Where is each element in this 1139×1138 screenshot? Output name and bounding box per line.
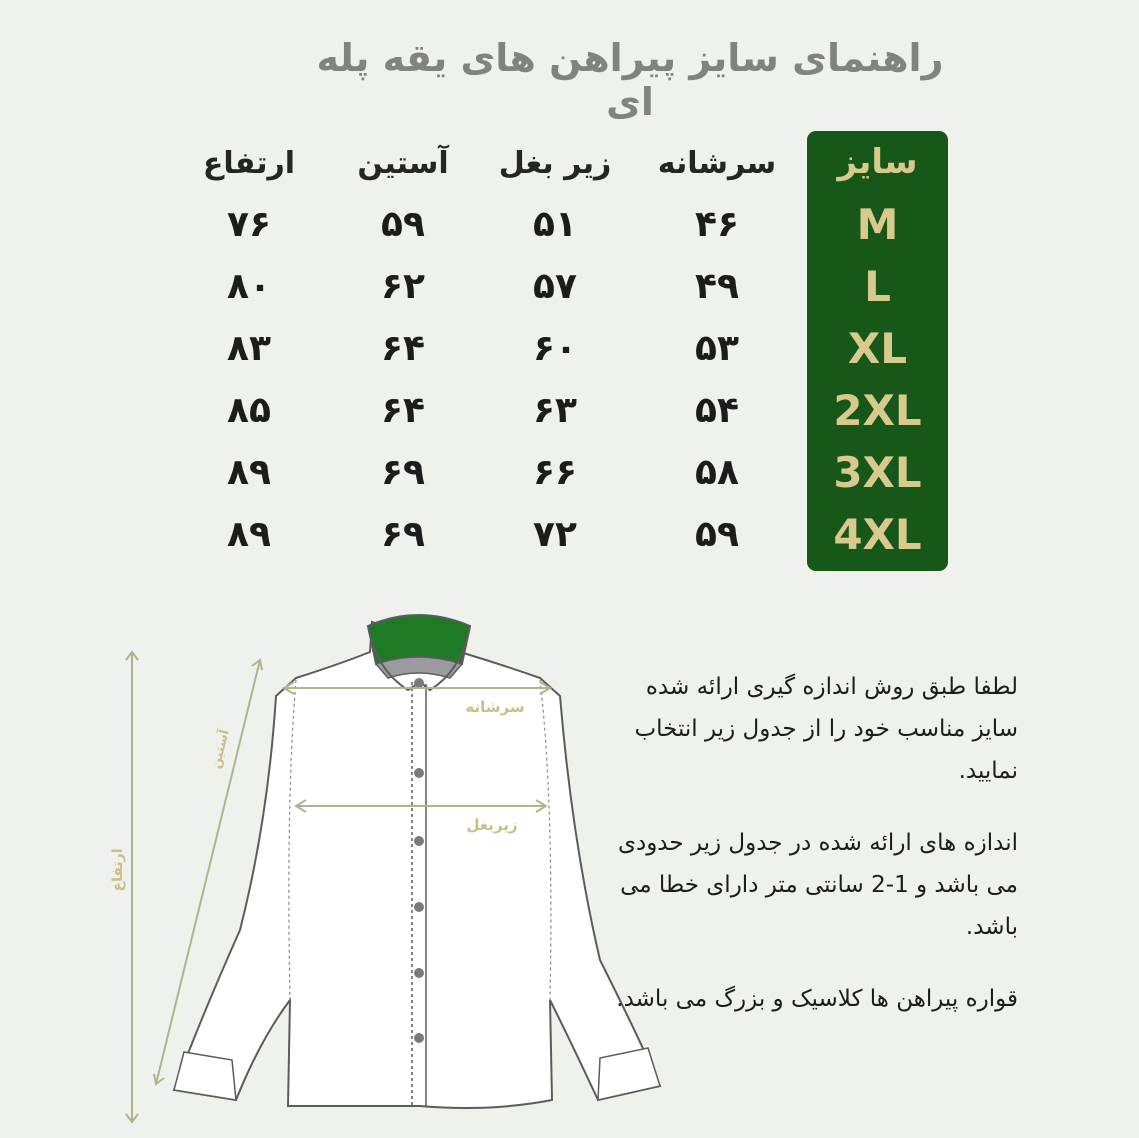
length-cell: ۸۹ — [227, 514, 271, 555]
chest-cell: ۶۳ — [533, 390, 577, 431]
shoulder-cell: ۵۹ — [695, 514, 739, 555]
sleeve-cell: ۶۴ — [381, 328, 425, 369]
button-icon — [414, 902, 424, 912]
sleeve-cell: ۶۹ — [381, 452, 425, 493]
page-title: راهنمای سایز پیراهن های یقه پله ای — [316, 36, 944, 124]
shoulder-cell: ۵۸ — [695, 452, 739, 493]
length-cell: ۸۳ — [227, 328, 271, 369]
button-icon — [414, 678, 424, 688]
shoulder-cell: ۵۳ — [695, 328, 739, 369]
button-icon — [414, 1033, 424, 1043]
size-cell: 4XL — [833, 510, 922, 559]
length-cell: ۸۰ — [227, 266, 271, 307]
cuff-right — [598, 1048, 660, 1100]
cuff-left — [174, 1052, 236, 1100]
size-column-header: سایز — [837, 142, 918, 182]
length-header: ارتفاع — [202, 146, 296, 181]
chest-cell: ۵۱ — [533, 204, 577, 245]
sleeve-cell: ۶۴ — [381, 390, 425, 431]
length-cell: ۷۶ — [227, 204, 271, 245]
shirt-diagram — [100, 600, 680, 1130]
shoulder-header: سرشانه — [657, 146, 777, 181]
length-cell: ۸۵ — [227, 390, 271, 431]
button-icon — [414, 836, 424, 846]
button-icon — [414, 768, 424, 778]
sleeve-diagram-label: آستین — [208, 728, 233, 771]
length-cell: ۸۹ — [227, 452, 271, 493]
shoulder-cell: ۵۴ — [695, 390, 739, 431]
sleeve-cell: ۵۹ — [381, 204, 425, 245]
size-cell: L — [864, 262, 891, 311]
size-cell: M — [856, 200, 899, 249]
shoulder-diagram-label: سرشانه — [465, 698, 525, 716]
chest-diagram-label: زیربغل — [466, 816, 518, 834]
shoulder-cell: ۴۹ — [695, 266, 739, 307]
size-cell: 2XL — [833, 386, 922, 435]
note-measurement-method: لطفا طبق روش اندازه گیری ارائه شده سایز مناسب خود را از جدول زیر انتخاب نمایید. — [634, 674, 1018, 784]
sleeve-header: آستین — [357, 146, 449, 181]
chest-cell: ۶۶ — [533, 452, 577, 493]
shoulder-cell: ۴۶ — [695, 204, 739, 245]
size-cell: XL — [847, 324, 908, 373]
note-tolerance: اندازه های ارائه شده در جدول زیر حدودی می باشد و 1-2 سانتی متر دارای خطا می باشد. — [617, 830, 1018, 940]
button-icon — [414, 968, 424, 978]
chest-cell: ۵۷ — [533, 266, 577, 307]
length-diagram-label: ارتفاع — [110, 848, 126, 892]
note-fit: قواره پیراهن ها کلاسیک و بزرگ می باشد. — [616, 986, 1018, 1012]
chest-cell: ۷۲ — [533, 514, 577, 555]
sleeve-cell: ۶۲ — [381, 266, 425, 307]
chest-header: زیر بغل — [498, 146, 612, 181]
chest-cell: ۶۰ — [533, 328, 577, 369]
sleeve-cell: ۶۹ — [381, 514, 425, 555]
size-cell: 3XL — [833, 448, 922, 497]
